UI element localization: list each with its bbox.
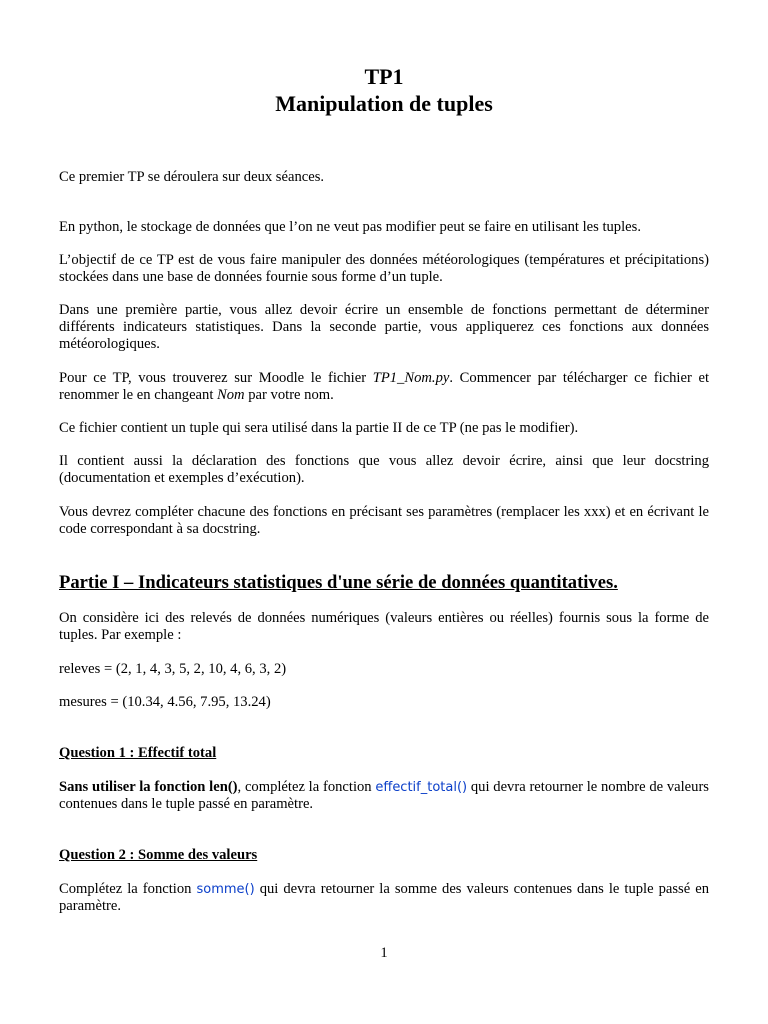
text-span: Pour ce TP, vous trouverez sur Moodle le fichier — [59, 370, 373, 386]
question-1-text — [59, 779, 709, 813]
intro-paragraph-5 — [59, 370, 709, 404]
document-title-line2: Manipulation de tuples — [275, 91, 493, 116]
intro-paragraph-1: Ce premier TP se déroulera sur deux séances. — [59, 169, 325, 185]
filename-text: TP1_Nom.py — [372, 370, 450, 386]
question-1-title: Question 1 : Effectif total — [59, 745, 217, 761]
intro-paragraph-2: En python, le stockage de données que l’on ne veut pas modifier peut se faire en utilisant les tuples. — [59, 219, 641, 235]
function-name: somme() — [196, 882, 255, 897]
text-span: Complétez la fonction — [59, 881, 197, 897]
bold-text: Sans utiliser la fonction len() — [59, 779, 238, 795]
page-number: 1 — [380, 945, 388, 961]
part1-heading: Partie I – Indicateurs statistiques d'une série de données quantitatives. — [59, 572, 618, 593]
text-span: qui devra retourner la somme des valeurs contenues dans le tuple passé en paramètre. — [59, 881, 709, 914]
question-2-text — [59, 881, 709, 915]
nom-text: Nom — [217, 387, 245, 403]
document-title-line1: TP1 — [364, 64, 404, 89]
text-span: par votre nom. — [244, 387, 334, 403]
part1-paragraph: On considère ici des relevés de données numériques (valeurs entières ou réelles) fournis sous la forme de tuples. Par exemple : — [59, 610, 709, 643]
intro-paragraph-4: Dans une première partie, vous allez devoir écrire un ensemble de fonctions permettant de déterminer différents indicateurs statistiques. Dans la seconde partie, vous appliquerez ces fonctions aux données météorologiques. — [59, 302, 709, 352]
text-span: , complétez la fonction — [237, 779, 376, 795]
example-mesures: mesures = (10.34, 4.56, 7.95, 13.24) — [59, 694, 271, 710]
text-span: qui devra retourner le nombre de valeurs contenues dans le tuple passé en paramètre. — [59, 779, 709, 812]
text-span: . Commencer par télécharger ce fichier et renommer le en changeant — [59, 370, 709, 403]
intro-paragraph-7: Il contient aussi la déclaration des fonctions que vous allez devoir écrire, ainsi que leur docstring (documentation et exemples d’exécution). — [59, 453, 709, 486]
intro-paragraph-8: Vous devrez compléter chacune des fonctions en précisant ses paramètres (remplacer les xxx) et en écrivant le code correspondant à sa docstring. — [59, 504, 709, 537]
intro-paragraph-3: L’objectif de ce TP est de vous faire manipuler des données météorologiques (températures et précipitations) stockées dans une base de données fournie sous forme d’un tuple. — [59, 252, 709, 285]
intro-paragraph-6: Ce fichier contient un tuple qui sera utilisé dans la partie II de ce TP (ne pas le modifier). — [59, 420, 579, 436]
question-2-title: Question 2 : Somme des valeurs — [59, 847, 258, 863]
example-releves: releves = (2, 1, 4, 3, 5, 2, 10, 4, 6, 3, 2) — [59, 661, 287, 677]
function-name: effectif_total() — [375, 780, 468, 795]
